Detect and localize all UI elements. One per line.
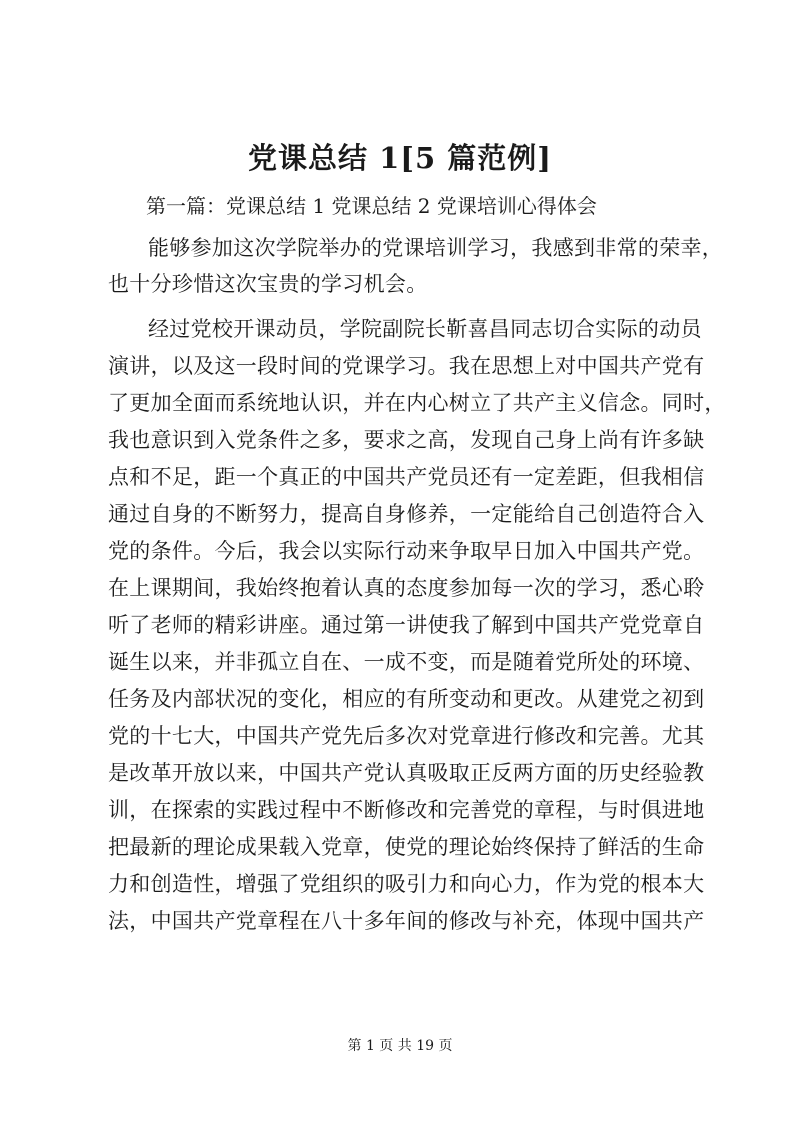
paragraph-line: 了更加全面而系统地认识，并在内心树立了共产主义信念。同时， bbox=[108, 391, 726, 415]
paragraph-line: 是改革开放以来，中国共产党认真吸取正反两方面的历史经验教 bbox=[108, 761, 705, 785]
paragraph-line: 演讲，以及这一段时间的党课学习。我在思想上对中国共产党有 bbox=[108, 354, 705, 378]
paragraph-line: 点和不足，距一个真正的中国共产党员还有一定差距，但我相信 bbox=[108, 465, 705, 489]
paragraph-line: 诞生以来，并非孤立自在、一成不变，而是随着党所处的环境、 bbox=[108, 650, 705, 674]
paragraph-line: 经过党校开课动员，学院副院长靳喜昌同志切合实际的动员 bbox=[148, 317, 702, 341]
paragraph-line: 我也意识到入党条件之多，要求之高，发现自己身上尚有许多缺 bbox=[108, 428, 705, 452]
page-title: 党课总结 1[5 篇范例] bbox=[248, 141, 552, 175]
paragraph-line: 也十分珍惜这次宝贵的学习机会。 bbox=[108, 272, 428, 296]
paragraph-line: 法，中国共产党章程在八十多年间的修改与补充，体现中国共产 bbox=[108, 909, 705, 933]
paragraph-line: 在上课期间，我始终抱着认真的态度参加每一次的学习，悉心聆 bbox=[108, 576, 705, 600]
paragraph-line: 能够参加这次学院举办的党课培训学习，我感到非常的荣幸， bbox=[148, 236, 724, 260]
paragraph-line: 党的条件。今后，我会以实际行动来争取早日加入中国共产党。 bbox=[108, 539, 705, 563]
paragraph-line: 通过自身的不断努力，提高自身修养，一定能给自己创造符合入 bbox=[108, 502, 705, 526]
paragraph-line: 训，在探索的实践过程中不断修改和完善党的章程，与时俱进地 bbox=[108, 798, 705, 822]
page-number-footer: 第 1 页 共 19 页 bbox=[347, 1038, 453, 1054]
paragraph-line: 力和创造性，增强了党组织的吸引力和向心力，作为党的根本大 bbox=[108, 872, 705, 896]
section-heading: 第一篇：党课总结 1 党课总结 2 党课培训心得体会 bbox=[146, 194, 597, 218]
paragraph-line: 党的十七大，中国共产党先后多次对党章进行修改和完善。尤其 bbox=[108, 724, 705, 748]
paragraph-line: 把最新的理论成果载入党章，使党的理论始终保持了鲜活的生命 bbox=[108, 835, 705, 859]
paragraph-line: 任务及内部状况的变化，相应的有所变动和更改。从建党之初到 bbox=[108, 687, 705, 711]
paragraph-line: 听了老师的精彩讲座。通过第一讲使我了解到中国共产党党章自 bbox=[108, 613, 705, 637]
